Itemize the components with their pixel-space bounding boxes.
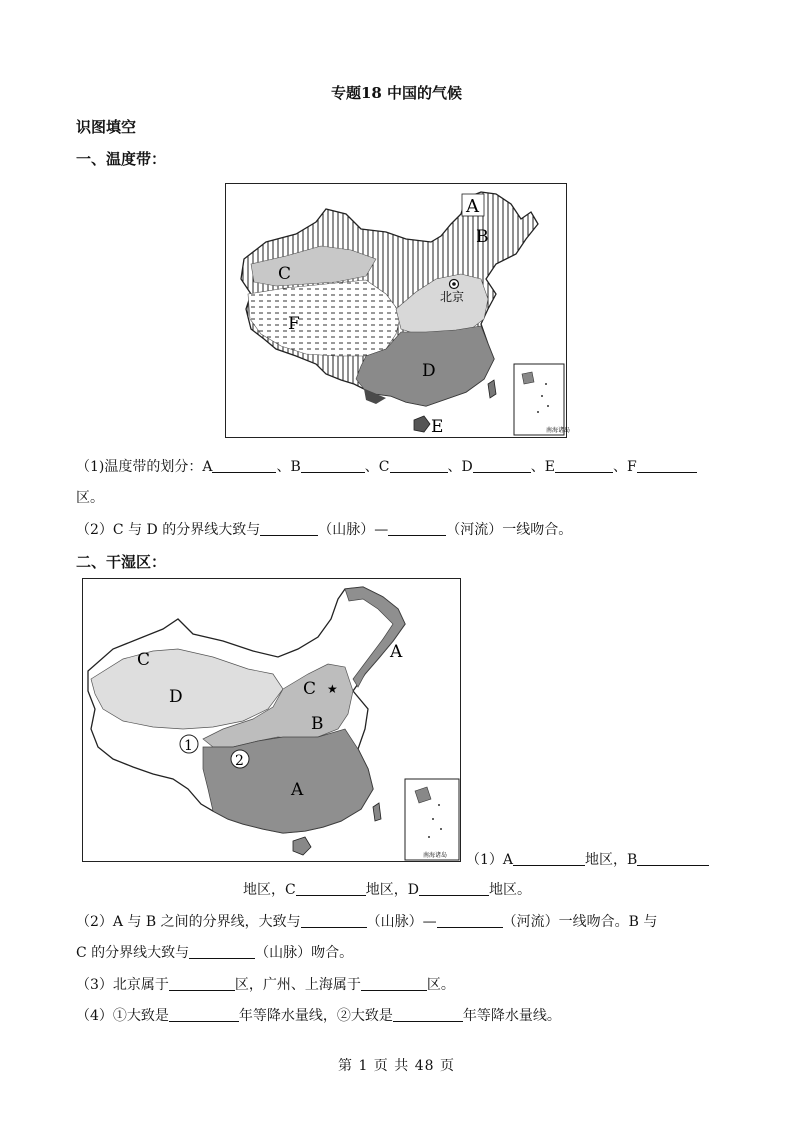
hainan-island: [414, 416, 430, 432]
p1q1-sep-c: 、C: [364, 459, 390, 475]
blank-region-a[interactable]: [513, 851, 585, 866]
p1q1-sep-e: 、E: [530, 459, 555, 475]
p1q2-mid: （山脉）—: [318, 522, 389, 538]
blank-region-d[interactable]: [419, 881, 489, 896]
blank-bc-mountain[interactable]: [189, 944, 255, 959]
map1-label-beijing: 北京: [440, 290, 465, 304]
blank-cd-river[interactable]: [388, 521, 446, 536]
section-heading: 识图填空: [76, 118, 137, 136]
temperature-zone-map-graphic: [226, 184, 571, 437]
p2q2-prefix: （2）A 与 B 之间的分界线，大致与: [76, 914, 301, 930]
map2-inset-box: [405, 779, 459, 860]
map1-label-d: D: [422, 361, 436, 381]
page-footer: 第 1 页 共 48 页: [338, 1058, 455, 1074]
blank-cd-mountain[interactable]: [260, 521, 318, 536]
blank-zone-d[interactable]: [473, 458, 531, 473]
p2q1-mid1: 地区，B: [585, 852, 638, 868]
p2q2-suffix: （河流）一线吻合。B 与: [502, 914, 658, 930]
p1q2-suffix: （河流）一线吻合。: [446, 522, 573, 538]
map1-label-c: C: [278, 264, 292, 284]
p1q1-sep-f: 、F: [612, 459, 637, 475]
part2-q2-line1: [76, 911, 657, 931]
p1q1-sep-b: 、B: [276, 459, 301, 475]
p2q1-mid2: 地区，C: [243, 882, 296, 898]
p1q2-prefix: （2）C 与 D 的分界线大致与: [76, 522, 261, 538]
blank-guangzhou-region[interactable]: [361, 976, 427, 991]
part1-q1: [76, 456, 697, 476]
map2-label-a-south: A: [291, 780, 304, 800]
p1q1-prefix: （1)温度带的划分：A: [76, 459, 213, 475]
part2-q1-line1: [466, 849, 709, 869]
blank-isohyet-2[interactable]: [393, 1007, 463, 1022]
p2q2-line2-suffix: （山脉）吻合。: [255, 945, 354, 961]
p2q3-suffix: 区。: [426, 977, 455, 993]
p2q2-mid: （山脉）—: [366, 914, 437, 930]
p2q1-suffix: 地区。: [488, 882, 531, 898]
p2q2-line2-prefix: C 的分界线大致与: [76, 945, 190, 961]
part2-q3: [76, 974, 455, 994]
dry-wet-region-map-graphic: [83, 579, 460, 861]
map2-taiwan: [373, 803, 381, 821]
map2-label-b: B: [311, 714, 324, 734]
blank-beijing-region[interactable]: [169, 976, 235, 991]
p2q4-mid: 年等降水量线，②大致是: [238, 1008, 393, 1024]
part2-heading: 二、干湿区：: [76, 553, 167, 571]
taiwan-island: [488, 380, 496, 398]
blank-zone-e[interactable]: [555, 458, 613, 473]
map2-inset-label: 南海诸岛: [423, 852, 448, 859]
part2-q2-line2: [76, 942, 353, 962]
p1q1-sep-d: 、D: [447, 459, 473, 475]
blank-ab-river[interactable]: [437, 913, 503, 928]
map2-hainan: [293, 837, 311, 855]
beijing-star-icon: ★: [327, 682, 338, 696]
p2q4-suffix: 年等降水量线。: [462, 1008, 561, 1024]
blank-zone-b[interactable]: [301, 458, 365, 473]
map1-label-f: F: [288, 314, 300, 334]
inset-box: [514, 364, 564, 435]
map2-label-circle1: 1: [184, 738, 193, 754]
blank-zone-a[interactable]: [212, 458, 276, 473]
page-title: 专题18 中国的气候: [330, 84, 463, 102]
dry-wet-region-map: [82, 578, 461, 862]
p2q1-mid3: 地区，D: [365, 882, 419, 898]
part2-q4: [76, 1005, 561, 1025]
blank-region-c[interactable]: [296, 881, 366, 896]
p2q3-prefix: （3）北京属于: [76, 977, 169, 993]
p2q1-prefix: （1）A: [466, 852, 514, 868]
temperature-zone-map: [225, 183, 571, 438]
blank-zone-f[interactable]: [637, 458, 697, 473]
map1-label-a: A: [466, 196, 479, 217]
part1-q2: [76, 519, 572, 539]
blank-isohyet-1[interactable]: [169, 1007, 239, 1022]
blank-zone-c[interactable]: [390, 458, 448, 473]
map1-inset-label: 南海诸岛: [546, 427, 571, 434]
map1-label-b: B: [476, 227, 489, 247]
map2-label-c-north: C: [303, 679, 317, 699]
map1-label-e: E: [431, 417, 444, 437]
part2-q1-line2: [243, 879, 531, 899]
p2q4-prefix: （4）①大致是: [76, 1008, 169, 1024]
map2-label-d: D: [169, 687, 183, 707]
part1-q1-suffix: 区。: [76, 490, 104, 506]
inset-hainan: [522, 372, 534, 384]
p2q3-mid: 区，广州、上海属于: [234, 977, 361, 993]
blank-region-b[interactable]: [637, 851, 709, 866]
map2-label-a-northeast: A: [390, 642, 403, 662]
map2-label-circle2: 2: [235, 753, 244, 769]
map2-label-c-west: C: [137, 650, 151, 670]
blank-ab-mountain[interactable]: [301, 913, 367, 928]
beijing-marker-dot: [452, 282, 456, 286]
part1-heading: 一、温度带：: [76, 150, 167, 168]
